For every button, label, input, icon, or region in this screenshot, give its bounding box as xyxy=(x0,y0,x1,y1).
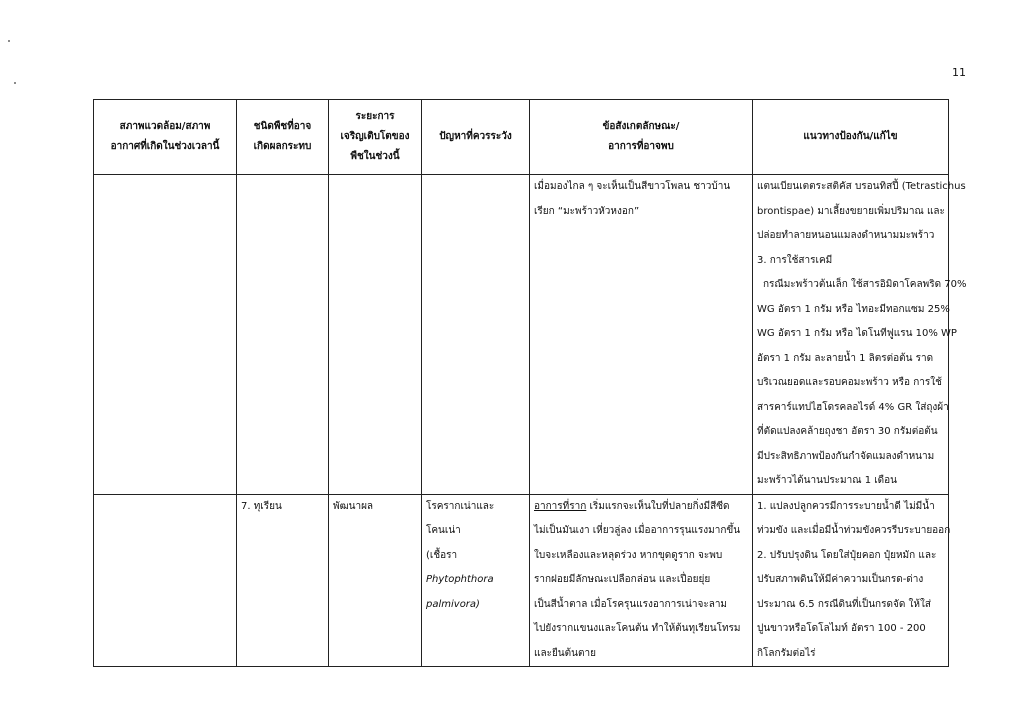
recommendation-table xyxy=(93,99,967,667)
cell-crop xyxy=(237,175,329,495)
cell-stage xyxy=(329,175,422,495)
page-number: 11 xyxy=(952,66,966,79)
header-growth-stage: ระยะการ เจริญเติบโตของ พืชในช่วงนี้ xyxy=(329,100,422,175)
header-symptoms: ข้อสังเกตลักษณะ/ อาการที่อาจพบ xyxy=(530,100,753,175)
header-problem: ปัญหาที่ควรระวัง xyxy=(422,100,530,175)
table-row xyxy=(94,494,949,667)
cell-problem xyxy=(422,175,530,495)
symptom-label: อาการที่ราก xyxy=(534,500,587,512)
table-header-row xyxy=(94,100,949,175)
cell-crop: 7. ทุเรียน xyxy=(237,494,329,667)
cell-environment xyxy=(94,494,237,667)
header-crop: ชนิดพืชที่อาจ เกิดผลกระทบ xyxy=(237,100,329,175)
cell-symptoms: อาการที่ราก เริ่มแรกจะเห็นใบที่ปลายกิ่งมีสีซีด ไม่เป็นมันเงา เหี่ยวลู่ลง เมื่ออาการรุนแรงมากขึ้น ใบจะเหลืองและหลุดร่วง หากขุดดูราก จะพบ รากฝอยมีลักษณะเปลือกล่อน และเปื่อยยุ่ย เป็นสีน้ำตาล เมื่อโรครุนแรงอาการเน่าจะลาม ไปยังรากแขนงและโคนต้น ทำให้ต้นทุเรียนโทรม และยืนต้นตาย xyxy=(530,494,753,667)
scan-speck xyxy=(8,40,10,42)
cell-problem: โรครากเน่าและ โคนเน่า (เชื้อรา Phytophthora palmivora) xyxy=(422,494,530,667)
scan-speck xyxy=(14,82,16,84)
header-environment: สภาพแวดล้อม/สภาพ อากาศที่เกิดในช่วงเวลานี้ xyxy=(94,100,237,175)
cell-symptoms: เมื่อมองไกล ๆ จะเห็นเป็นสีขาวโพลน ชาวบ้าน เรียก “มะพร้าวหัวหงอก” xyxy=(530,175,753,495)
cell-environment xyxy=(94,175,237,495)
cell-stage: พัฒนาผล xyxy=(329,494,422,667)
cell-prevention: 1. แปลงปลูกควรมีการระบายน้ำดี ไม่มีน้ำ ท่วมขัง และเมื่อมีน้ำท่วมขังควรรีบระบายออก 2. ปรับปรุงดิน โดยใส่ปุ๋ยคอก ปุ๋ยหมัก และ ปรับสภาพดินให้มีค่าความเป็นกรด-ด่าง ประมาณ 6.5 กรณีดินที่เป็นกรดจัด ให้ใส่ ปูนขาวหรือโดโลไมท์ อัตรา 100 - 200 กิโลกรัมต่อไร่ xyxy=(753,494,949,667)
header-prevention: แนวทางป้องกัน/แก้ไข xyxy=(753,100,949,175)
cell-prevention: แตนเบียนเตตระสติคัส บรอนทิสปี้ (Tetrastichus brontispae) มาเลี้ยงขยายเพิ่มปริมาณ และ ปล่อยทำลายหนอนแมลงดำหนามมะพร้าว 3. การใช้สารเคมี กรณีมะพร้าวต้นเล็ก ใช้สารอิมิดาโคลพริด 70% WG อัตรา 1 กรัม หรือ ไทอะมีทอกแซม 25% WG อัตรา 1 กรัม หรือ ไดโนทีฟูแรน 10% WP อัตรา 1 กรัม ละลายน้ำ 1 ลิตรต่อต้น ราด บริเวณยอดและรอบคอมะพร้าว หรือ การใช้ สารคาร์แทปไฮโดรคลอไรด์ 4% GR ใส่ถุงผ้า ที่ตัดแปลงคล้ายถุงชา อัตรา 30 กรัมต่อต้น มีประสิทธิภาพป้องกันกำจัดแมลงดำหนาม มะพร้าวได้นานประมาณ 1 เดือน xyxy=(753,175,949,495)
table-row xyxy=(94,175,949,495)
